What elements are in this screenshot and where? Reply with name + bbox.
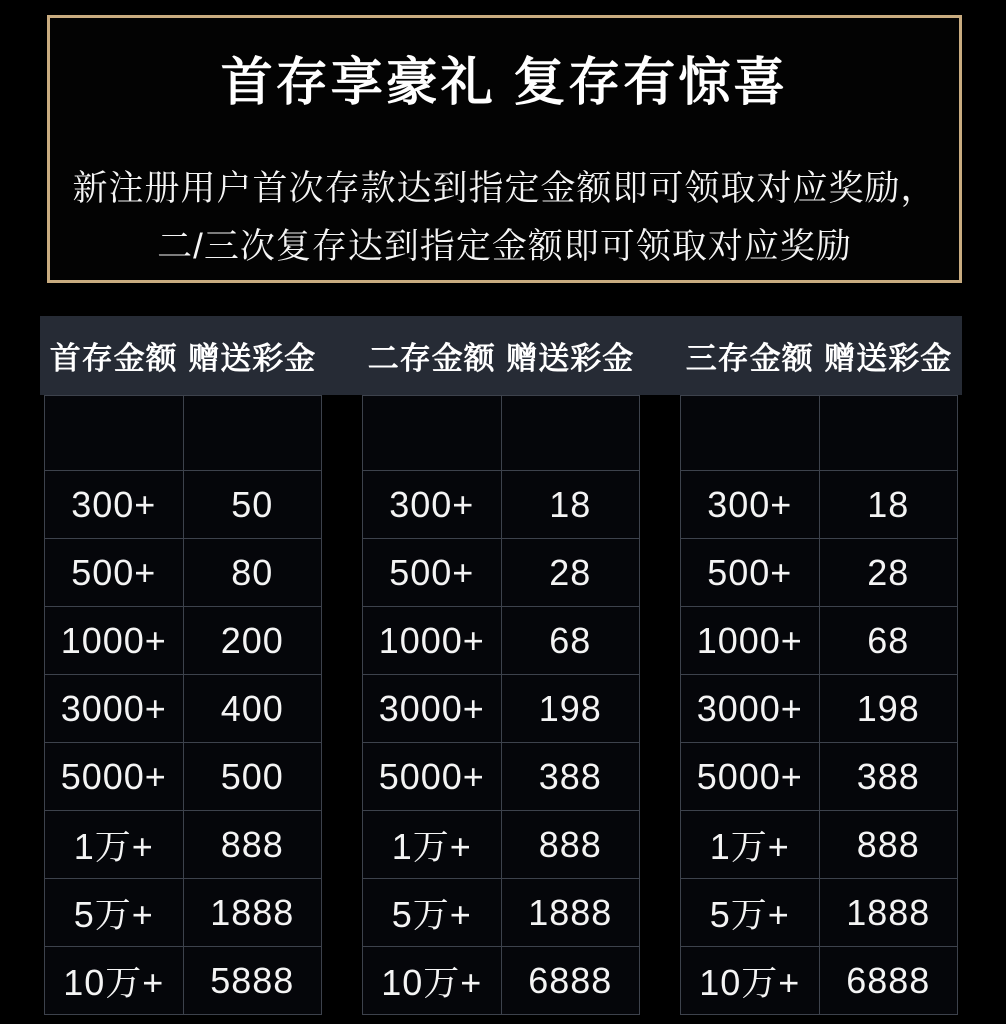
page-title: 首存享豪礼 复存有惊喜: [220, 54, 789, 112]
deposit-amount-cell: 1000+: [45, 607, 184, 675]
deposit-amount-cell: 1万+: [363, 811, 502, 879]
bonus-amount-cell: 68: [819, 607, 958, 675]
table-row: [45, 539, 322, 607]
table-row: [681, 947, 958, 1015]
deposit-amount-cell: 1000+: [363, 607, 502, 675]
deposit-amount-cell: 500+: [363, 539, 502, 607]
bonus-amount-cell: 888: [819, 811, 958, 879]
bonus-amount-cell: [819, 396, 958, 471]
deposit-amount-cell: 1000+: [681, 607, 820, 675]
deposit-amount-cell: 300+: [363, 471, 502, 539]
first-deposit-amount-header: 首存金额: [49, 341, 178, 376]
bonus-amount-cell: 28: [819, 539, 958, 607]
deposit-tables-row: [40, 316, 962, 1015]
promo-description-line1: 新注册用户首次存款达到指定金额即可领取对应奖励，: [72, 169, 937, 208]
table-row: [45, 675, 322, 743]
deposit-amount-cell: 3000+: [45, 675, 184, 743]
table-header-row: [681, 316, 958, 396]
third-deposit-table: [680, 316, 958, 1015]
deposit-amount-cell: 5万+: [45, 879, 184, 947]
bonus-amount-cell: 50: [183, 471, 322, 539]
deposit-amount-cell: 5000+: [681, 743, 820, 811]
bonus-amount-cell: 200: [183, 607, 322, 675]
table-row: [45, 471, 322, 539]
second-deposit-amount-header: 二存金额: [367, 341, 496, 376]
bonus-amount-cell: 388: [501, 743, 640, 811]
second-deposit-table: [362, 316, 640, 1015]
deposit-amount-cell: 500+: [681, 539, 820, 607]
bonus-amount-cell: 400: [183, 675, 322, 743]
deposit-amount-cell: 3000+: [363, 675, 502, 743]
bonus-amount-cell: 28: [501, 539, 640, 607]
deposit-amount-cell: 5万+: [363, 879, 502, 947]
deposit-amount-cell: 10万+: [363, 947, 502, 1015]
deposit-amount-cell: 3000+: [681, 675, 820, 743]
bonus-amount-cell: 18: [819, 471, 958, 539]
table-row: [45, 607, 322, 675]
bonus-amount-cell: 6888: [501, 947, 640, 1015]
deposit-amount-cell: 1万+: [45, 811, 184, 879]
table-row: [363, 607, 640, 675]
table-row: [45, 811, 322, 879]
bonus-amount-cell: 18: [501, 471, 640, 539]
bonus-amount-cell: 198: [501, 675, 640, 743]
table-header-row: [363, 316, 640, 396]
deposit-amount-cell: 300+: [45, 471, 184, 539]
table-row: [681, 811, 958, 879]
deposit-amount-cell: 5000+: [45, 743, 184, 811]
bonus-amount-cell: 198: [819, 675, 958, 743]
bonus-amount-cell: 5888: [183, 947, 322, 1015]
table-row: [681, 879, 958, 947]
deposit-amount-cell: 10万+: [45, 947, 184, 1015]
deposit-amount-cell: [681, 396, 820, 471]
bonus-amount-cell: 6888: [819, 947, 958, 1015]
table-row: [681, 396, 958, 471]
table-row: [45, 396, 322, 471]
deposit-amount-cell: [45, 396, 184, 471]
bonus-amount-cell: 80: [183, 539, 322, 607]
deposit-amount-cell: 10万+: [681, 947, 820, 1015]
bonus-amount-cell: 888: [183, 811, 322, 879]
first-deposit-table: [44, 316, 322, 1015]
table-row: [45, 879, 322, 947]
bonus-amount-cell: 888: [501, 811, 640, 879]
promo-description-line2: 二/三次复存达到指定金额即可领取对应奖励: [157, 227, 852, 266]
table-row: [681, 607, 958, 675]
bonus-amount-cell: 388: [819, 743, 958, 811]
table-row: [45, 947, 322, 1015]
bonus-amount-cell: [183, 396, 322, 471]
promo-description: [50, 160, 959, 276]
deposit-tables-section: [40, 316, 962, 1024]
promo-banner: [47, 15, 962, 283]
deposit-amount-cell: [363, 396, 502, 471]
bonus-amount-cell: 68: [501, 607, 640, 675]
table-row: [681, 471, 958, 539]
third-deposit-amount-header: 三存金额: [685, 341, 814, 376]
bonus-header: 赠送彩金: [188, 341, 317, 376]
table-row: [681, 675, 958, 743]
table-row: [363, 396, 640, 471]
bonus-amount-cell: [501, 396, 640, 471]
bonus-amount-cell: 1888: [501, 879, 640, 947]
table-row: [363, 947, 640, 1015]
table-row: [681, 539, 958, 607]
table-row: [363, 743, 640, 811]
table-row: [363, 539, 640, 607]
bonus-amount-cell: 500: [183, 743, 322, 811]
table-row: [681, 743, 958, 811]
table-row: [363, 675, 640, 743]
table-row: [363, 811, 640, 879]
bonus-header: 赠送彩金: [824, 341, 953, 376]
table-row: [363, 879, 640, 947]
deposit-amount-cell: 5万+: [681, 879, 820, 947]
table-header-row: [45, 316, 322, 396]
deposit-amount-cell: 5000+: [363, 743, 502, 811]
deposit-amount-cell: 500+: [45, 539, 184, 607]
bonus-amount-cell: 1888: [819, 879, 958, 947]
deposit-amount-cell: 300+: [681, 471, 820, 539]
table-row: [45, 743, 322, 811]
bonus-header: 赠送彩金: [506, 341, 635, 376]
table-row: [363, 471, 640, 539]
bonus-amount-cell: 1888: [183, 879, 322, 947]
deposit-amount-cell: 1万+: [681, 811, 820, 879]
